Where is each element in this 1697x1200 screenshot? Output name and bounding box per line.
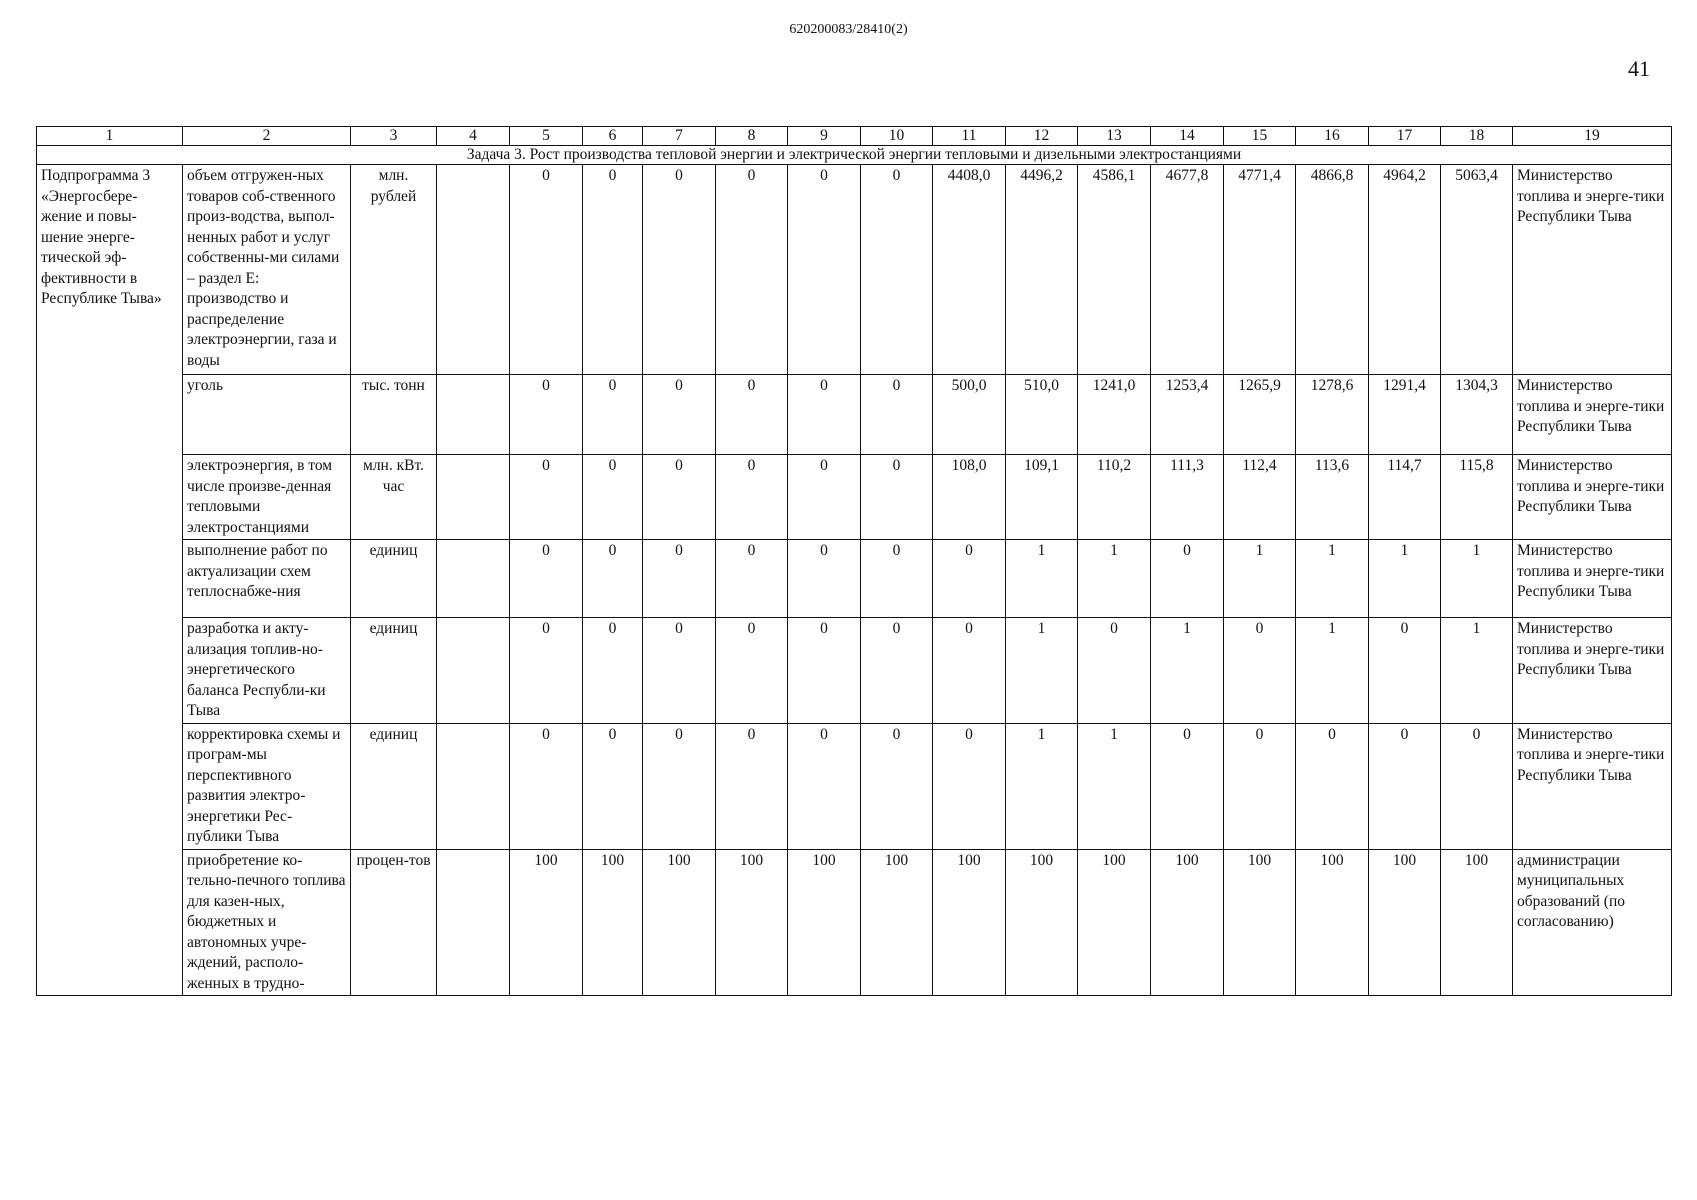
table-row (37, 849, 1672, 996)
value-cell: 0 (788, 375, 861, 455)
column-number-cell: 1 (37, 127, 183, 146)
value-cell: 109,1 (1006, 455, 1078, 540)
table-row (37, 455, 1672, 540)
value-cell: 4866,8 (1296, 165, 1369, 375)
value-cell: 1 (1224, 540, 1296, 618)
indicator-cell: выполнение работ по актуализации схем теплоснабже-ния (183, 540, 351, 618)
value-cell: 100 (788, 849, 861, 996)
column-4-cell (437, 723, 510, 849)
value-cell: 100 (933, 849, 1006, 996)
value-cell: 0 (933, 540, 1006, 618)
value-cell: 0 (861, 165, 933, 375)
value-cell: 0 (510, 375, 583, 455)
value-cell: 1241,0 (1078, 375, 1151, 455)
value-cell: 500,0 (933, 375, 1006, 455)
value-cell: 113,6 (1296, 455, 1369, 540)
value-cell: 0 (1151, 723, 1224, 849)
value-cell: 100 (1006, 849, 1078, 996)
value-cell: 0 (861, 455, 933, 540)
column-4-cell (437, 849, 510, 996)
column-number-cell: 16 (1296, 127, 1369, 146)
column-number-cell: 17 (1369, 127, 1441, 146)
value-cell: 1 (1078, 723, 1151, 849)
value-cell: 1278,6 (1296, 375, 1369, 455)
column-number-cell: 6 (583, 127, 643, 146)
value-cell: 1 (1441, 618, 1513, 724)
value-cell: 1304,3 (1441, 375, 1513, 455)
value-cell: 0 (643, 618, 716, 724)
column-number-cell: 3 (351, 127, 437, 146)
value-cell: 0 (716, 455, 788, 540)
value-cell: 0 (583, 540, 643, 618)
column-number-cell: 14 (1151, 127, 1224, 146)
value-cell: 1 (1006, 618, 1078, 724)
value-cell: 111,3 (1151, 455, 1224, 540)
column-4-cell (437, 375, 510, 455)
table-row (37, 540, 1672, 618)
value-cell: 0 (788, 165, 861, 375)
column-4-cell (437, 165, 510, 375)
value-cell: 0 (1224, 618, 1296, 724)
value-cell: 1265,9 (1224, 375, 1296, 455)
value-cell: 0 (716, 723, 788, 849)
responsible-cell: Министерство топлива и энерге-тики Республики Тыва (1513, 455, 1672, 540)
value-cell: 100 (643, 849, 716, 996)
value-cell: 0 (643, 723, 716, 849)
value-cell: 1 (1369, 540, 1441, 618)
task-title: Задача 3. Рост производства тепловой энергии и электрической энергии тепловыми и дизельными электростанциями (37, 146, 1672, 165)
value-cell: 0 (716, 165, 788, 375)
value-cell: 112,4 (1224, 455, 1296, 540)
value-cell: 100 (1369, 849, 1441, 996)
value-cell: 1 (1078, 540, 1151, 618)
value-cell: 1 (1441, 540, 1513, 618)
column-number-cell: 5 (510, 127, 583, 146)
column-4-cell (437, 618, 510, 724)
value-cell: 1291,4 (1369, 375, 1441, 455)
value-cell: 0 (583, 455, 643, 540)
column-number-cell: 15 (1224, 127, 1296, 146)
value-cell: 0 (1441, 723, 1513, 849)
value-cell: 100 (1151, 849, 1224, 996)
value-cell: 0 (861, 723, 933, 849)
responsible-cell: Министерство топлива и энерге-тики Республики Тыва (1513, 618, 1672, 724)
value-cell: 100 (510, 849, 583, 996)
responsible-cell: администрации муниципальных образований (по согласованию) (1513, 849, 1672, 996)
value-cell: 1 (1151, 618, 1224, 724)
unit-cell: единиц (351, 618, 437, 724)
value-cell: 0 (1224, 723, 1296, 849)
task-row (37, 146, 1672, 165)
value-cell: 1 (1296, 540, 1369, 618)
responsible-cell: Министерство топлива и энерге-тики Республики Тыва (1513, 165, 1672, 375)
value-cell: 0 (861, 618, 933, 724)
value-cell: 0 (510, 165, 583, 375)
column-number-cell: 9 (788, 127, 861, 146)
value-cell: 0 (583, 618, 643, 724)
value-cell: 100 (1296, 849, 1369, 996)
indicator-cell: уголь (183, 375, 351, 455)
value-cell: 0 (583, 375, 643, 455)
unit-cell: единиц (351, 723, 437, 849)
value-cell: 110,2 (1078, 455, 1151, 540)
column-number-row (37, 127, 1672, 146)
indicator-cell: корректировка схемы и програм-мы перспективного развития электро-энергетики Рес-публики Тыва (183, 723, 351, 849)
value-cell: 0 (583, 723, 643, 849)
value-cell: 4586,1 (1078, 165, 1151, 375)
value-cell: 0 (643, 165, 716, 375)
indicator-cell: разработка и акту-ализация топлив-но-энергетического баланса Республи-ки Тыва (183, 618, 351, 724)
value-cell: 100 (1078, 849, 1151, 996)
unit-cell: процен-тов (351, 849, 437, 996)
value-cell: 0 (643, 375, 716, 455)
value-cell: 0 (1296, 723, 1369, 849)
page-number: 41 (1628, 56, 1650, 81)
column-4-cell (437, 455, 510, 540)
indicator-cell: электроэнергия, в том числе произве-денная тепловыми электростанциями (183, 455, 351, 540)
value-cell: 0 (1369, 723, 1441, 849)
unit-cell: тыс. тонн (351, 375, 437, 455)
value-cell: 108,0 (933, 455, 1006, 540)
column-number-cell: 7 (643, 127, 716, 146)
value-cell: 0 (788, 618, 861, 724)
value-cell: 0 (716, 618, 788, 724)
column-number-cell: 19 (1513, 127, 1672, 146)
value-cell: 4771,4 (1224, 165, 1296, 375)
indicator-cell: объем отгружен-ных товаров соб-ственного произ-водства, выпол-ненных работ и услуг собственны-ми силами – раздел Е: производство и распределение электроэнергии, газа и воды (183, 165, 351, 375)
responsible-cell: Министерство топлива и энерге-тики Республики Тыва (1513, 375, 1672, 455)
value-cell: 115,8 (1441, 455, 1513, 540)
value-cell: 0 (861, 540, 933, 618)
value-cell: 0 (716, 540, 788, 618)
value-cell: 4964,2 (1369, 165, 1441, 375)
value-cell: 0 (643, 540, 716, 618)
value-cell: 4408,0 (933, 165, 1006, 375)
value-cell: 0 (933, 723, 1006, 849)
value-cell: 100 (861, 849, 933, 996)
table-row (37, 375, 1672, 455)
program-name-cell: Подпрограмма 3 «Энергосбере-жение и повы-шение энерге-тической эф-фективности в Республике Тыва» (37, 165, 183, 996)
column-number-cell: 8 (716, 127, 788, 146)
value-cell: 0 (788, 723, 861, 849)
value-cell: 114,7 (1369, 455, 1441, 540)
value-cell: 4496,2 (1006, 165, 1078, 375)
value-cell: 100 (716, 849, 788, 996)
table-row (37, 165, 1672, 375)
table-row (37, 618, 1672, 724)
column-number-cell: 18 (1441, 127, 1513, 146)
value-cell: 1 (1296, 618, 1369, 724)
value-cell: 0 (788, 455, 861, 540)
value-cell: 100 (1441, 849, 1513, 996)
value-cell: 5063,4 (1441, 165, 1513, 375)
column-number-cell: 4 (437, 127, 510, 146)
indicators-table (36, 126, 1672, 996)
value-cell: 100 (1224, 849, 1296, 996)
column-number-cell: 12 (1006, 127, 1078, 146)
value-cell: 100 (583, 849, 643, 996)
responsible-cell: Министерство топлива и энерге-тики Республики Тыва (1513, 723, 1672, 849)
responsible-cell: Министерство топлива и энерге-тики Республики Тыва (1513, 540, 1672, 618)
table-row (37, 723, 1672, 849)
value-cell: 0 (510, 455, 583, 540)
column-number-cell: 2 (183, 127, 351, 146)
value-cell: 4677,8 (1151, 165, 1224, 375)
value-cell: 0 (933, 618, 1006, 724)
value-cell: 1253,4 (1151, 375, 1224, 455)
value-cell: 0 (1151, 540, 1224, 618)
unit-cell: единиц (351, 540, 437, 618)
column-4-cell (437, 540, 510, 618)
value-cell: 0 (510, 723, 583, 849)
indicator-cell: приобретение ко-тельно-печного топлива для казен-ных, бюджетных и автономных учре-ждений, располо-женных в трудно- (183, 849, 351, 996)
value-cell: 1 (1006, 723, 1078, 849)
value-cell: 0 (510, 540, 583, 618)
value-cell: 0 (716, 375, 788, 455)
unit-cell: млн. рублей (351, 165, 437, 375)
value-cell: 0 (861, 375, 933, 455)
value-cell: 510,0 (1006, 375, 1078, 455)
value-cell: 0 (583, 165, 643, 375)
column-number-cell: 10 (861, 127, 933, 146)
column-number-cell: 11 (933, 127, 1006, 146)
value-cell: 0 (788, 540, 861, 618)
value-cell: 0 (510, 618, 583, 724)
value-cell: 0 (1078, 618, 1151, 724)
value-cell: 0 (643, 455, 716, 540)
value-cell: 1 (1006, 540, 1078, 618)
column-number-cell: 13 (1078, 127, 1151, 146)
value-cell: 0 (1369, 618, 1441, 724)
unit-cell: млн. кВт. час (351, 455, 437, 540)
document-code: 620200083/28410(2) (789, 22, 908, 37)
